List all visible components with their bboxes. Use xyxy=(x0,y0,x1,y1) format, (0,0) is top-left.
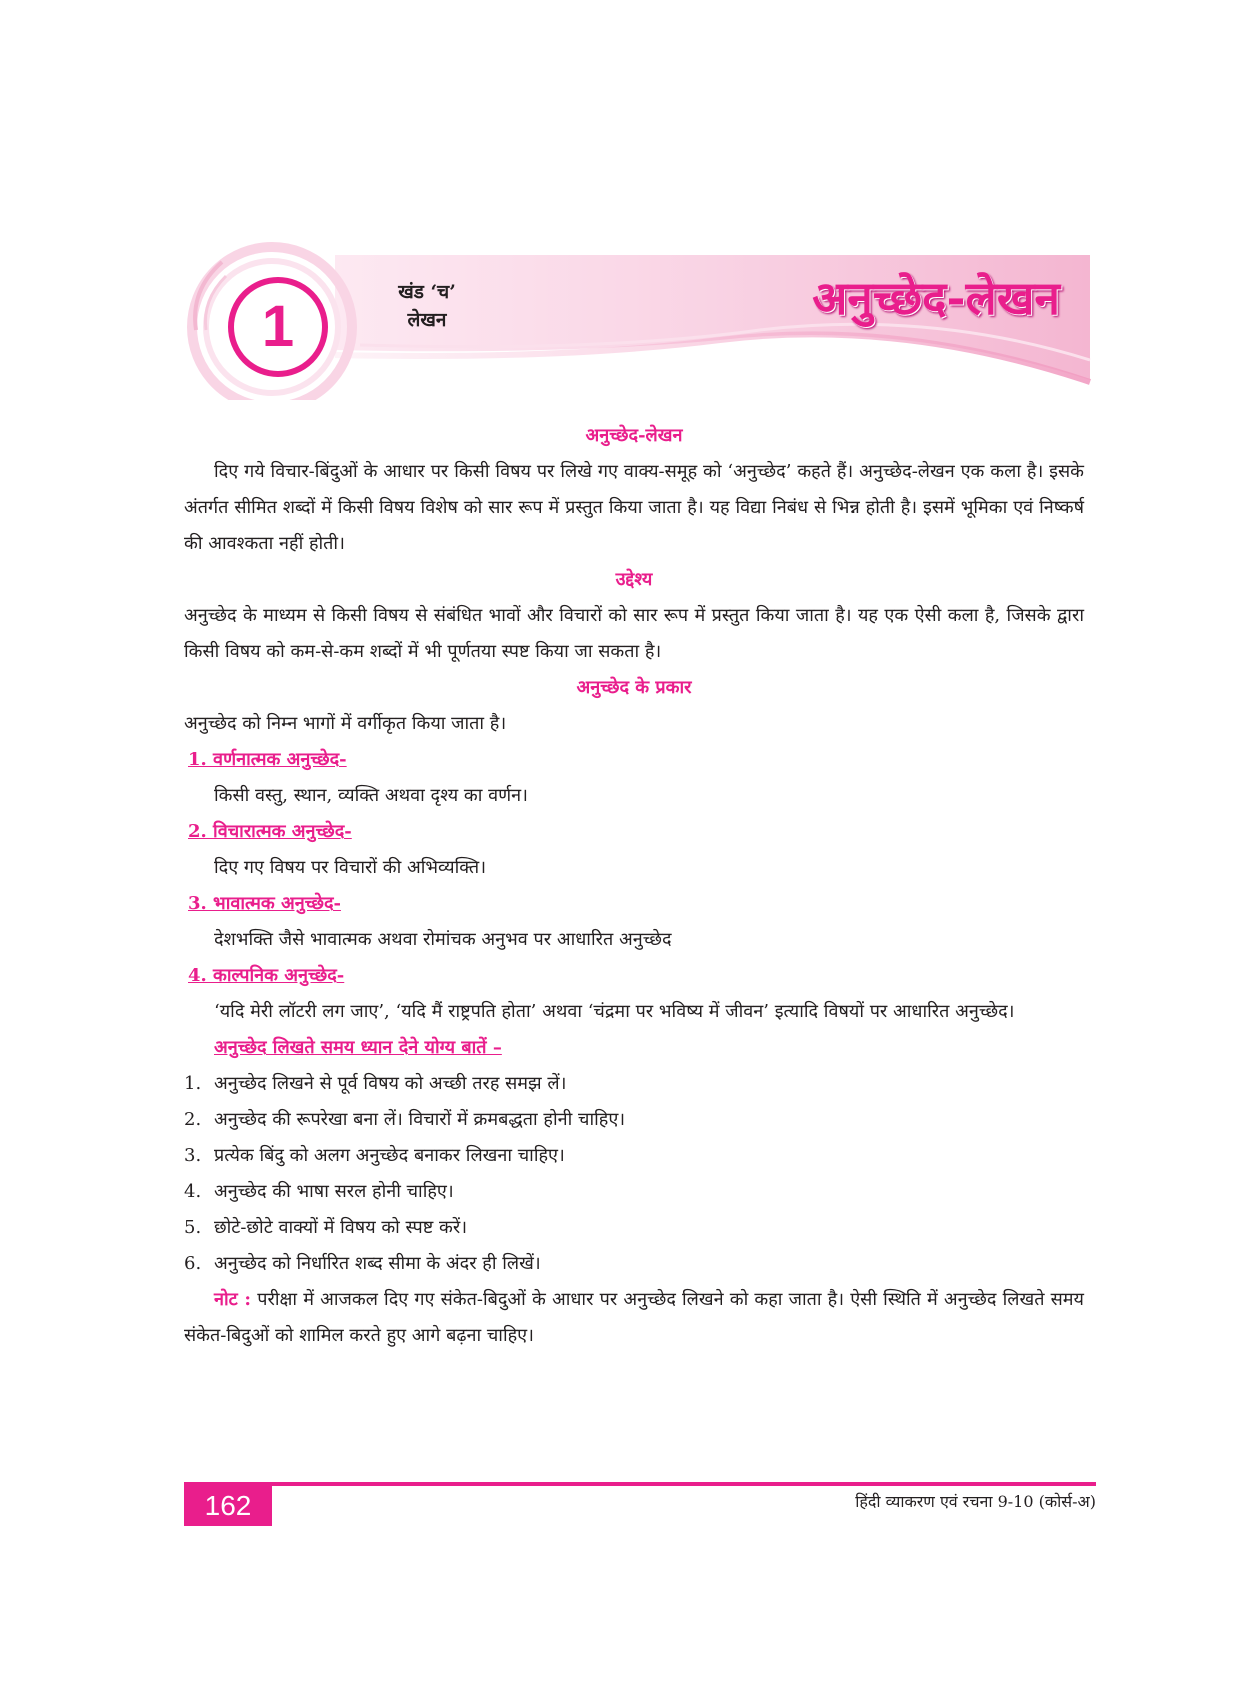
list-text: अनुच्छेद की रूपरेखा बना लें। विचारों में क्रमबद्धता होनी चाहिए। xyxy=(214,1109,626,1130)
type-item xyxy=(184,958,1084,1030)
list-item xyxy=(184,1102,1084,1138)
types-heading: अनुच्छेद के प्रकार xyxy=(576,677,692,698)
type-title: 3. भावात्मक अनुच्छेद- xyxy=(188,893,341,914)
type-text: देशभक्ति जैसे भावात्मक अथवा रोमांचक अनुभव पर आधारित अनुच्छेद xyxy=(214,929,672,950)
type-title: 1. वर्णनात्मक अनुच्छेद- xyxy=(188,749,347,770)
list-item xyxy=(184,1246,1084,1282)
type-title: 4. काल्पनिक अनुच्छेद- xyxy=(188,965,345,986)
type-item xyxy=(184,886,1084,958)
rules-list xyxy=(184,1066,1084,1282)
list-text: अनुच्छेद को निर्धारित शब्द सीमा के अंदर ही लिखें। xyxy=(214,1253,541,1274)
note-paragraph xyxy=(184,1282,1084,1354)
note-text: परीक्षा में आजकल दिए गए संकेत-बिदुओं के आधार पर अनुच्छेद लिखने को कहा जाता है। ऐसी स्थिति में अनुच्छेद लिखते समय संकेत-बिदुओं को शामिल करते हुए आगे बढ़ना चाहिए। xyxy=(184,1289,1084,1346)
intro-heading: अनुच्छेद-लेखन xyxy=(585,425,683,446)
type-text: किसी वस्तु, स्थान, व्यक्ति अथवा दृश्य का वर्णन। xyxy=(214,785,528,806)
list-item xyxy=(184,1138,1084,1174)
list-item xyxy=(184,1066,1084,1102)
page-content xyxy=(184,418,1084,1354)
type-title: 2. विचारात्मक अनुच्छेद- xyxy=(188,821,352,842)
type-text: ‘यदि मेरी लॉटरी लग जाए’, ‘यदि मैं राष्ट्रपति होता’ अथवा ‘चंद्रमा पर भविष्य में जीवन’ इत्यादि विषयों पर आधारित अनुच्छेद। xyxy=(214,1001,1015,1022)
type-item xyxy=(184,814,1084,886)
section-label xyxy=(372,278,482,334)
list-text: अनुच्छेद लिखने से पूर्व विषय को अच्छी तरह समझ लें। xyxy=(214,1073,567,1094)
intro-paragraph: दिए गये विचार-बिंदुओं के आधार पर किसी विषय पर लिखे गए वाक्य-समूह को ‘अनुच्छेद’ कहते हैं। अनुच्छेद-लेखन एक कला है। इसके अंतर्गत सीमित शब्दों में किसी विषय विशेष को सार रूप में प्रस्तुत किया जाता है। यह विद्या निबंध से भिन्न होती है। इसमें भूमिका एवं निष्कर्ष की आवश्कता नहीं होती। xyxy=(184,461,1084,554)
objective-paragraph: अनुच्छेद के माध्यम से किसी विषय से संबंधित भावों और विचारों को सार रूप में प्रस्तुत किया जाता है। यह एक ऐसी कला है, जिसके द्वारा किसी विषय को कम-से-कम शब्दों में भी पूर्णतया स्पष्ट किया जा सकता है। xyxy=(184,605,1084,662)
chapter-title: अनुच्छेद-लेखन xyxy=(812,271,1060,325)
type-text: दिए गए विषय पर विचारों की अभिव्यक्ति। xyxy=(214,857,487,878)
list-item xyxy=(184,1210,1084,1246)
section-line-2: लेखन xyxy=(407,309,447,331)
type-item xyxy=(184,742,1084,814)
chapter-number: 1 xyxy=(228,277,328,377)
types-intro: अनुच्छेद को निम्न भागों में वर्गीकृत किया जाता है। xyxy=(184,713,507,734)
list-number: 3. xyxy=(184,1145,202,1166)
list-number: 1. xyxy=(184,1073,202,1094)
list-number: 2. xyxy=(184,1109,202,1130)
section-line-1: खंड ‘च’ xyxy=(398,281,456,303)
chapter-banner xyxy=(0,0,1260,400)
list-text: अनुच्छेद की भाषा सरल होनी चाहिए। xyxy=(214,1181,454,1202)
list-item xyxy=(184,1174,1084,1210)
list-text: छोटे-छोटे वाक्यों में विषय को स्पष्ट करें। xyxy=(214,1217,468,1238)
footer-divider xyxy=(184,1482,1096,1486)
note-label: नोट : xyxy=(214,1289,252,1310)
list-text: प्रत्येक बिंदु को अलग अनुच्छेद बनाकर लिखना चाहिए। xyxy=(214,1145,565,1166)
list-number: 4. xyxy=(184,1181,202,1202)
page-number: 162 xyxy=(184,1486,272,1526)
list-number: 5. xyxy=(184,1217,202,1238)
book-title: हिंदी व्याकरण एवं रचना 9-10 (कोर्स-अ) xyxy=(855,1492,1096,1511)
list-number: 6. xyxy=(184,1253,202,1274)
objective-heading: उद्देश्य xyxy=(615,569,653,590)
rules-heading: अनुच्छेद लिखते समय ध्यान देने योग्य बातें – xyxy=(214,1037,502,1058)
